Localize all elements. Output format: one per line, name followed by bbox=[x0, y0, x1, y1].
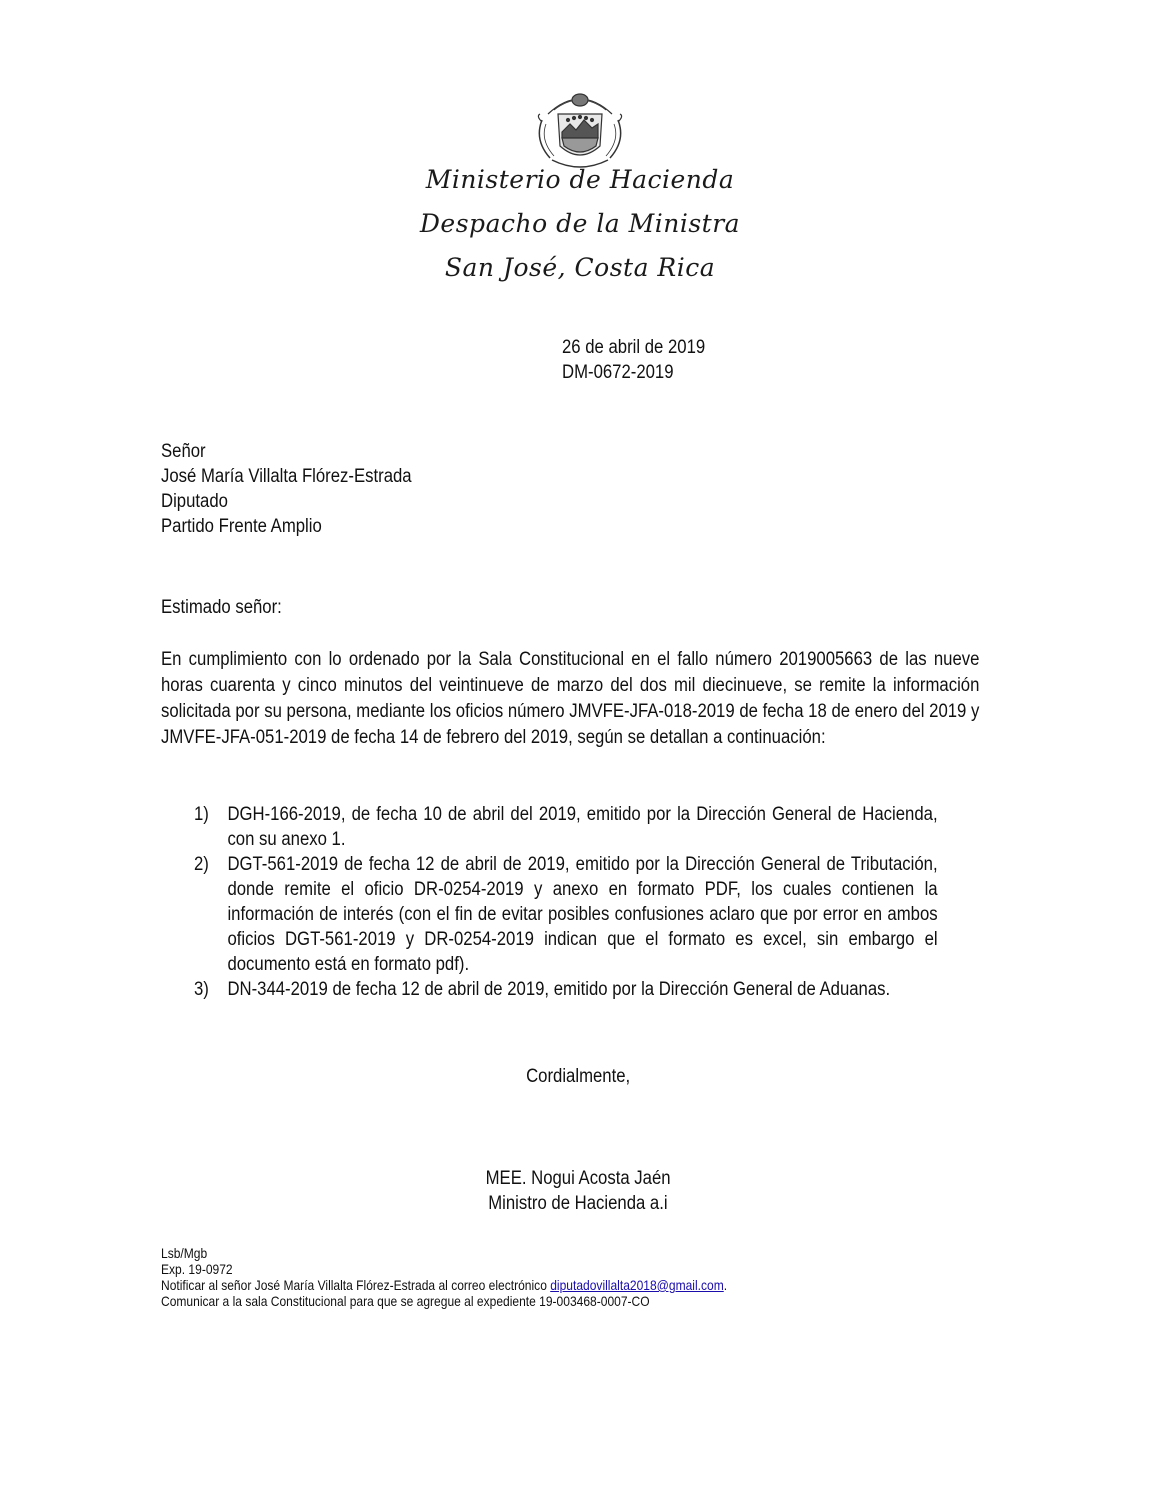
footer-communicate-line: Comunicar a la sala Constitucional para que se agregue al expediente 19-003468-0007-CO bbox=[161, 1293, 650, 1309]
letterhead bbox=[380, 158, 780, 290]
list-item-number: 3) bbox=[194, 979, 209, 1000]
addressee-block bbox=[161, 439, 412, 539]
closing-text: Cordialmente, bbox=[525, 1066, 631, 1087]
document-list bbox=[194, 802, 938, 1002]
footer-notes bbox=[161, 1245, 727, 1309]
addressee-name: José María Villalta Flórez-Estrada bbox=[161, 466, 412, 487]
signature-block bbox=[0, 1166, 1156, 1216]
closing bbox=[0, 1064, 1156, 1089]
signatory-name: MEE. Nogui Acosta Jaén bbox=[485, 1168, 671, 1189]
addressee-title: Señor bbox=[161, 441, 206, 462]
list-item-text: DGH-166-2019, de fecha 10 de abril del 2019, emitido por la Dirección General de Hacienda, con su anexo 1. bbox=[227, 804, 938, 850]
footer-notify-line bbox=[161, 1277, 727, 1293]
list-item-text: DN-344-2019 de fecha 12 de abril de 2019, emitido por la Dirección General de Aduanas. bbox=[227, 979, 891, 1000]
footer-file-number: Exp. 19-0972 bbox=[161, 1261, 233, 1277]
letter-meta bbox=[562, 335, 705, 385]
footer-notify-suffix: . bbox=[723, 1277, 728, 1293]
letterhead-location: San José, Costa Rica bbox=[444, 253, 716, 282]
letterhead-ministry: Ministerio de Hacienda bbox=[425, 165, 735, 194]
addressee-role: Diputado bbox=[161, 491, 228, 512]
list-item-text: DGT-561-2019 de fecha 12 de abril de 2019, emitido por la Dirección General de Tributación, donde remite el oficio DR-0254-2019 y anexo en formato PDF, los cuales contienen la información de interés (con el fin de evitar posibles confusiones aclaro que por error en ambos oficios DGT-561-2019 y DR-0254-2019 indican que el formato es excel, sin embargo el documento está en formato pdf). bbox=[227, 854, 938, 975]
signatory-title: Ministro de Hacienda a.i bbox=[488, 1193, 668, 1214]
list-item bbox=[194, 802, 938, 852]
list-item bbox=[194, 852, 938, 977]
list-item-number: 2) bbox=[194, 854, 209, 875]
addressee-party: Partido Frente Amplio bbox=[161, 516, 322, 537]
list-item bbox=[194, 977, 938, 1002]
letter-reference: DM-0672-2019 bbox=[562, 362, 674, 383]
body-paragraph: En cumplimiento con lo ordenado por la Sala Constitucional en el fallo número 2019005663 de las nueve horas cuarenta y cinco minutos del veintinueve de marzo del dos mil diecinueve, se remite la información solicitada por su persona, mediante los oficios número JMVFE-JFA-018-2019 de fecha 18 de enero del 2019 y JMVFE-JFA-051-2019 de fecha 14 de febrero del 2019, según se detallan a continuación: bbox=[161, 649, 980, 748]
letter-date: 26 de abril de 2019 bbox=[562, 337, 706, 358]
footer-initials: Lsb/Mgb bbox=[161, 1245, 208, 1261]
list-item-number: 1) bbox=[194, 804, 209, 825]
letterhead-office: Despacho de la Ministra bbox=[419, 209, 741, 238]
email-link[interactable]: diputadovillalta2018@gmail.com bbox=[550, 1277, 724, 1293]
footer-notify-text: Notificar al señor José María Villalta Flórez-Estrada al correo electrónico bbox=[161, 1277, 551, 1293]
salutation: Estimado señor: bbox=[161, 597, 282, 618]
